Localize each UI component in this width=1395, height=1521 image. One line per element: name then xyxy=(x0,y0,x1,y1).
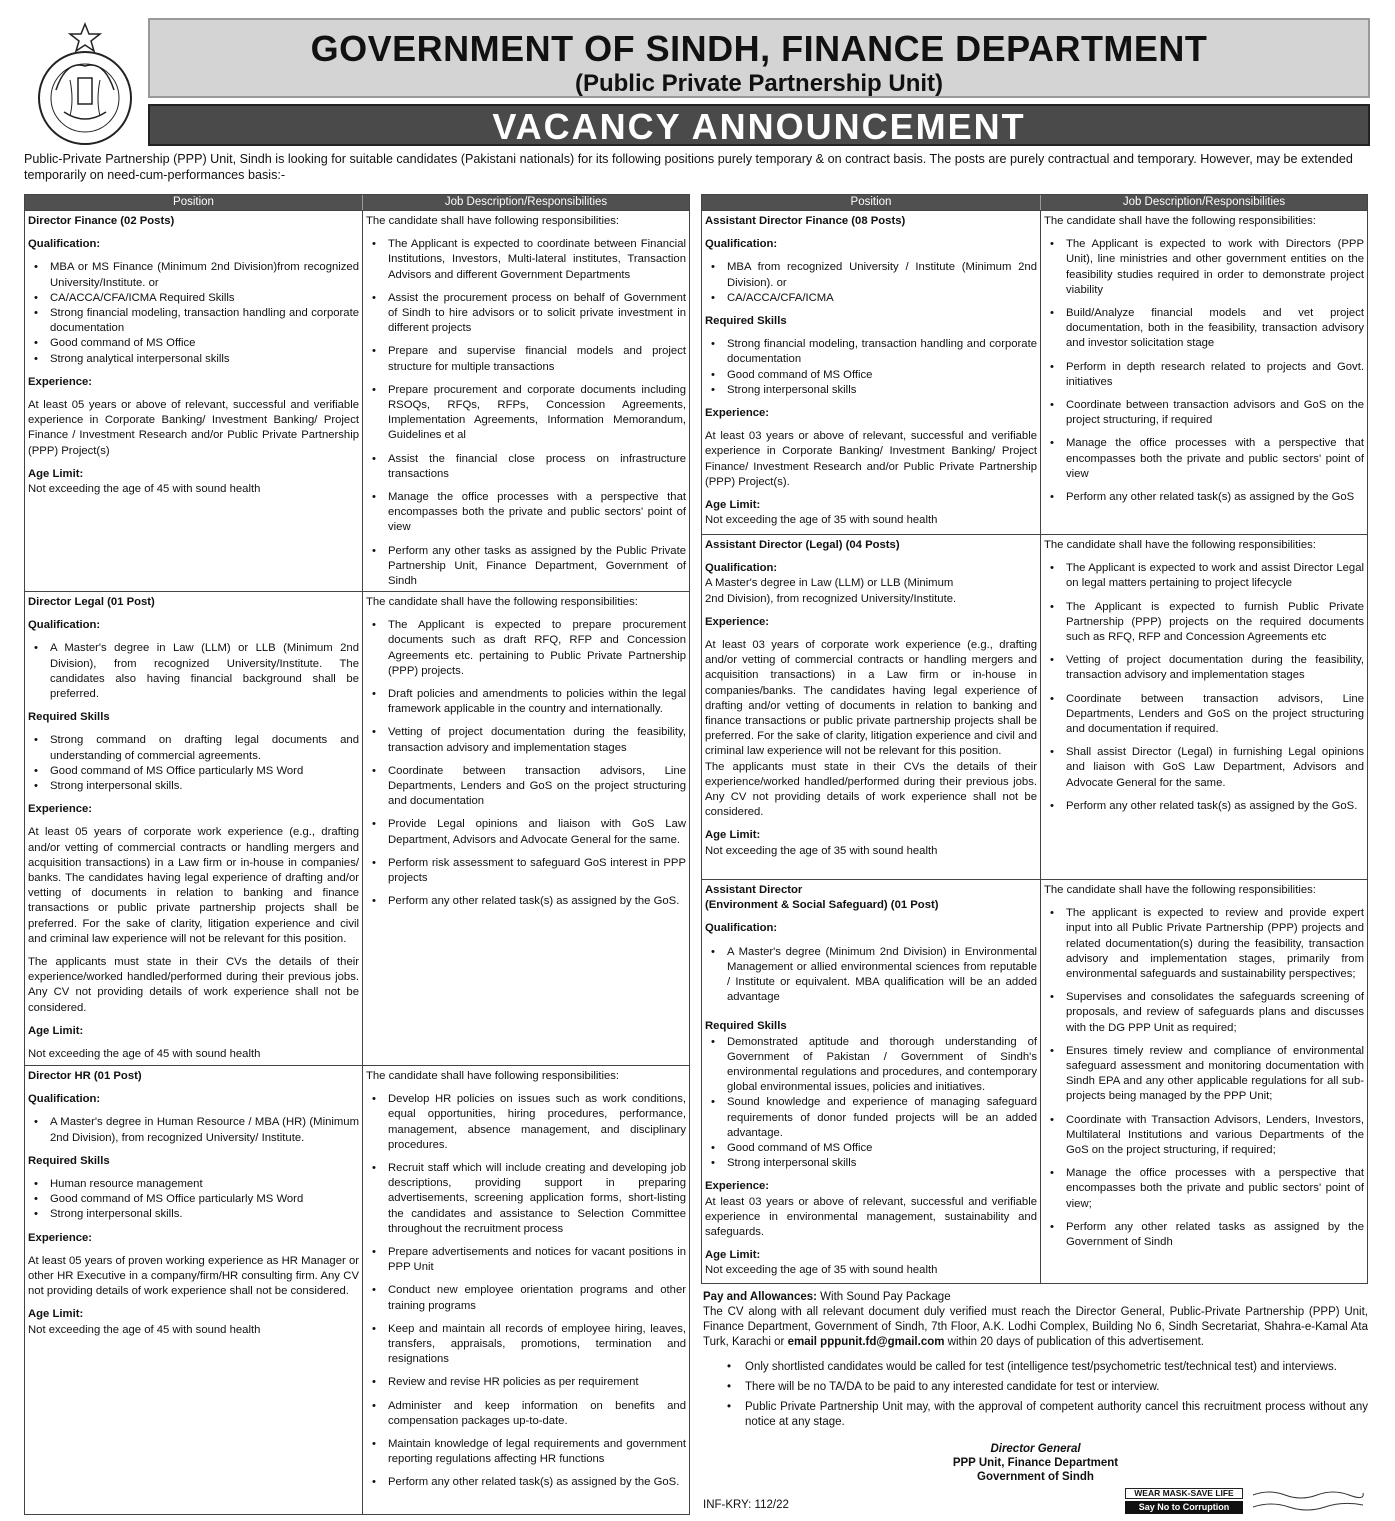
qualification-item: • A Master's degree in Human Resource / MBA (HR) (Minimum 2nd Division), from recognized University/ Institute. xyxy=(28,1115,359,1145)
responsibility-item: • Perform in depth research related to projects and Govt. initiatives xyxy=(1044,360,1364,390)
required-skills-label: Required Skills xyxy=(28,1154,110,1167)
stamp-mask-text: WEAR MASK-SAVE LIFE xyxy=(1125,1488,1243,1499)
footer xyxy=(703,1290,1368,1435)
responsibility-item: • Shall assist Director (Legal) in furnishing Legal opinions and liaison with GoS Law Department, Advisors and Advocate General for the same. xyxy=(1044,745,1364,791)
responsibility-item: • Assist the financial close process on infrastructure transactions xyxy=(366,452,686,482)
director-finance-responsibilities xyxy=(363,211,689,591)
experience-label: Experience: xyxy=(28,1231,93,1244)
intro-paragraph: Public-Private Partnership (PPP) Unit, Sindh is looking for suitable candidates (Pakistani nationals) for its following positions purely temporary & on contract basis. The posts are purely contractual and temporary. However, may be extended temporarily on need-cum-performances basis:- xyxy=(24,152,1353,182)
post-title: Assistant Director (Legal) (04 Posts) xyxy=(705,539,900,551)
director-legal-responsibilities xyxy=(363,592,689,1065)
responsibility-item: • Coordinate between transaction advisors, Line Departments, Lenders and GoS on the project structuring and documentation xyxy=(366,764,686,810)
skill-item: • Good command of MS Office xyxy=(705,1141,1037,1156)
left-table-header xyxy=(25,195,689,210)
experience-label: Experience: xyxy=(28,803,93,816)
header-job: Job Description/Responsibilities xyxy=(1122,196,1286,208)
director-finance-position xyxy=(25,211,363,591)
skill-item: • Strong interpersonal skills xyxy=(705,1156,1037,1171)
age-limit-label: Age Limit: xyxy=(705,1249,761,1262)
responsibility-item: • Manage the office processes with a perspective that encompasses both the private and public sectors' point of view xyxy=(1044,436,1364,482)
age-limit-text: Not exceeding the age of 35 with sound health xyxy=(705,844,938,857)
right-table-header xyxy=(702,195,1367,210)
responsibility-item: • Provide Legal opinions and liaison with GoS Law Department, Advisors and Advocate General for the same. xyxy=(366,817,686,847)
responsibility-list xyxy=(1044,237,1364,505)
resp-intro: The candidate shall have following responsibilities: xyxy=(366,215,620,227)
responsibility-item: • Coordinate between transaction advisors, Line Departments, Lenders and GoS on the project structuring and documentation if required. xyxy=(1044,692,1364,738)
qualification-item: • Strong financial modeling, transaction handling and corporate documentation xyxy=(28,306,359,336)
responsibility-item: • The applicant is expected to review and provide expert input into all Public Private Partnership (PPP) projects and related documentation(s) during the feasibility, transaction advisory and implementation stages, primarily from environmental safeguards and sustainability perspectives; xyxy=(1044,906,1364,982)
director-hr-responsibilities xyxy=(363,1066,689,1515)
asst-legal-position xyxy=(702,535,1041,879)
age-limit-text: Not exceeding the age of 35 with sound health xyxy=(705,514,938,527)
resp-intro: The candidate shall have the following responsibilities: xyxy=(366,596,638,608)
responsibility-item: • Prepare advertisements and notices for vacant positions in PPP Unit xyxy=(366,1245,686,1275)
qualification-item: • MBA or MS Finance (Minimum 2nd Division)from recognized University/Institute. or xyxy=(28,260,359,290)
urdu-script-icon xyxy=(1249,1487,1367,1515)
skill-item: • Strong interpersonal skills xyxy=(705,383,1037,398)
responsibility-item: • Perform risk assessment to safeguard GoS interest in PPP projects xyxy=(366,856,686,886)
post-title: Director Finance (02 Posts) xyxy=(28,215,175,227)
skill-item: • Good command of MS Office particularly MS Word xyxy=(28,764,359,779)
age-limit-label: Age Limit: xyxy=(705,499,761,512)
qualification-list xyxy=(28,260,359,366)
responsibility-item: • The Applicant is expected to furnish Public Private Partnership (PPP) projects on the required documents such as RFQ, RFP and Concession Agreements etc xyxy=(1044,600,1364,646)
responsibility-item: • Prepare procurement and corporate documents including RSOQs, RFQs, RFPs, Concession Agreements, Implementation Agreements, Information Memorandum, Guidelines et al xyxy=(366,383,686,444)
required-skills-label: Required Skills xyxy=(28,711,110,724)
skills-list xyxy=(705,1035,1037,1172)
asst-finance-row xyxy=(702,210,1367,534)
responsibility-item: • Vetting of project documentation during the feasibility, transaction advisory and implementation stages xyxy=(366,725,686,755)
responsibility-item: • The Applicant is expected to coordinate between Financial Institutions, Investors, Multi-lateral institutes, Transaction Advisors and different Government Departments xyxy=(366,237,686,283)
qualification-text: A Master's degree in Law (LLM) or LLB (Minimum 2nd Division), from recognized University/Institute. xyxy=(705,577,957,605)
responsibility-item: • Draft policies and amendments to policies within the legal framework applicable in the country and internationally. xyxy=(366,687,686,717)
sindh-government-emblem-icon xyxy=(26,20,144,148)
asst-finance-position xyxy=(702,211,1041,534)
asst-env-responsibilities xyxy=(1041,880,1367,1284)
title-banner xyxy=(148,18,1370,98)
experience-label: Experience: xyxy=(705,407,770,420)
skill-item: • Human resource management xyxy=(28,1177,359,1192)
note-item: • Only shortlisted candidates would be called for test (intelligence test/psychometric test/technical test) and interviews. xyxy=(703,1360,1368,1375)
responsibility-item: • Perform any other related task(s) as assigned by the GoS. xyxy=(1044,799,1364,814)
stamp-corruption-text: Say No to Corruption xyxy=(1125,1501,1243,1514)
email-address[interactable]: email pppunit.fd@gmail.com xyxy=(787,1336,945,1348)
qualification-list xyxy=(705,945,1037,1006)
experience-text: At least 03 years of corporate work experience (e.g., drafting and/or vetting of commercial contracts or handling mergers and acquisition transactions) in a Law firm or in-house in companies/banks. The candidates having legal experience of drafting and/or vetting of documents in relation to banking and finance transactions or public private partnership projects shall be preferred. For the sake of clarity, litigation experience and civil and criminal law experience will not be relevant for this position. xyxy=(705,639,1037,758)
asst-env-row xyxy=(702,879,1367,1284)
experience-label: Experience: xyxy=(705,615,770,628)
qualification-item: • Good command of MS Office xyxy=(28,336,359,351)
skill-item: • Strong interpersonal skills. xyxy=(28,1207,359,1222)
header xyxy=(20,14,1370,148)
left-table xyxy=(24,194,690,1515)
qualification-list xyxy=(28,1115,359,1145)
post-title: Assistant Director Finance (08 Posts) xyxy=(705,215,906,227)
experience-label: Experience: xyxy=(28,375,93,388)
responsibility-item: • The Applicant is expected to prepare procurement documents such as draft RFQ, RFP and Concession Agreements etc. pertaining to Public Private Partnership (PPP) projects. xyxy=(366,618,686,679)
qualification-label: Qualification: xyxy=(705,562,778,575)
resp-intro: The candidate shall have the following responsibilities: xyxy=(1044,215,1316,227)
qualification-label: Qualification: xyxy=(705,922,778,935)
responsibility-item: • Conduct new employee orientation programs and other training programs xyxy=(366,1283,686,1313)
responsibility-item: • Perform any other related tasks as assigned by the Government of Sindh xyxy=(1044,1220,1364,1250)
responsibility-item: • Prepare and supervise financial models and project structure for multiple transactions xyxy=(366,344,686,374)
qualification-item: • A Master's degree (Minimum 2nd Division) in Environmental Management or allied environmental sciences from reputable / Institute or equivalent. MBA qualification will be an added advantage xyxy=(705,945,1037,1006)
signature-block xyxy=(703,1442,1368,1484)
responsibility-item: • Assist the procurement process on behalf of Government of Sindh to hire advisors or to solicit private investment in different projects xyxy=(366,291,686,337)
sign-title: Director General xyxy=(990,1443,1081,1455)
qualification-label: Qualification: xyxy=(28,238,101,251)
cv-tail: within 20 days of publication of this advertisement. xyxy=(944,1336,1204,1348)
awareness-stamp xyxy=(1123,1486,1369,1516)
skill-item: • Sound knowledge and experience of managing safeguard requirements of donor funded projects will be an added advantage. xyxy=(705,1095,1037,1141)
header-job: Job Description/Responsibilities xyxy=(444,196,608,208)
qualification-label: Qualification: xyxy=(28,619,101,632)
responsibility-item: • Perform any other related task(s) as assigned by the GoS. xyxy=(366,1475,686,1490)
qualification-item: • A Master's degree in Law (LLM) or LLB (Minimum 2nd Division), from recognized University/Institute. The candidates also having financial background shall be preferred. xyxy=(28,641,359,702)
responsibility-item: • Perform any other related task(s) as assigned by the GoS. xyxy=(366,894,686,909)
responsibility-item: • Review and revise HR policies as per requirement xyxy=(366,1375,686,1390)
director-hr-position xyxy=(25,1066,363,1515)
note-item: • Public Private Partnership Unit may, with the approval of competent authority cancel this recruitment process without any notice at any stage. xyxy=(703,1400,1368,1430)
experience-note: The applicants must state in their CVs the details of their experience/worked handled/performed during their previous jobs. Any CV not providing details of work experience shall not be considered. xyxy=(28,956,359,1014)
post-title: Assistant Director xyxy=(705,884,803,896)
skills-list xyxy=(28,1177,359,1223)
director-legal-position xyxy=(25,592,363,1065)
responsibility-item: • The Applicant is expected to work with Directors (PPP Unit), line ministries and other government entities on the feasibility studies required in order to demonstrate project viability xyxy=(1044,237,1364,298)
responsibility-list xyxy=(1044,906,1364,1250)
experience-label: Experience: xyxy=(705,1180,770,1193)
responsibility-item: • Develop HR policies on issues such as work conditions, equal opportunities, hiring procedures, performance, management, absence management, and disciplinary procedures. xyxy=(366,1092,686,1153)
experience-text: At least 03 years or above of relevant, successful and verifiable experience in Corporate Banking/ Investment Banking/ Project Finance/ Investment Research and/or Public Private Partnership (PPP) Project(s). xyxy=(705,430,1037,488)
responsibility-item: • Keep and maintain all records of employee hiring, leaves, transfers, appraisals, promotions, termination and resignations xyxy=(366,1322,686,1368)
skill-item: • Strong financial modeling, transaction handling and corporate documentation xyxy=(705,337,1037,367)
qualification-item: • CA/ACCA/CFA/ICMA Required Skills xyxy=(28,291,359,306)
responsibility-item: • Recruit staff which will include creating and developing job descriptions, providing support in preparing advertisements, screening application forms, short-listing the candidates and assistance to Selection Committee throughout the recruitment process xyxy=(366,1161,686,1237)
director-finance-row xyxy=(25,210,689,591)
experience-text: At least 03 years or above of relevant, successful and verifiable experience in environmental management, sustainability and safeguards. xyxy=(705,1195,1037,1239)
required-skills-label: Required Skills xyxy=(705,1020,787,1033)
asst-env-position xyxy=(702,880,1041,1284)
skill-item: • Good command of MS Office xyxy=(705,368,1037,383)
qualification-label: Qualification: xyxy=(28,1093,101,1106)
note-item: • There will be no TA/DA to be paid to any interested candidate for test or interview. xyxy=(703,1380,1368,1395)
post-title: Director HR (01 Post) xyxy=(28,1070,142,1082)
right-table xyxy=(701,194,1368,1284)
skill-item: • Strong command on drafting legal documents and understanding of commercial agreements. xyxy=(28,733,359,763)
age-limit-text: Not exceeding the age of 45 with sound health xyxy=(28,1323,261,1336)
responsibility-list xyxy=(366,237,686,589)
pay-value: With Sound Pay Package xyxy=(816,1291,951,1303)
resp-intro: The candidate shall have following responsibilities: xyxy=(366,1070,620,1082)
responsibility-list xyxy=(366,618,686,909)
experience-text: At least 05 years or above of relevant, successful and verifiable experience in Corporate Banking/ Investment Banking/ Project Finance / Investment Research and/or Public Private Partnership (PPP) Project(s) xyxy=(28,399,359,457)
responsibility-item: • Supervises and consolidates the safeguards screening of proposals, and review of safeguards plans and discusses with the DG PPP Unit as required; xyxy=(1044,990,1364,1036)
skill-item: • Demonstrated aptitude and thorough understanding of Government of Pakistan / Government of Sindh's environmental regulations and procedures, and contemporary global environmental issues, policies and initiatives. xyxy=(705,1035,1037,1096)
responsibility-item: • The Applicant is expected to work and assist Director Legal on legal matters pertaining to project lifecycle xyxy=(1044,561,1364,591)
age-limit-label: Age Limit: xyxy=(28,1308,84,1321)
post-subtitle: (Environment & Social Safeguard) (01 Post) xyxy=(705,899,939,912)
skill-item: • Good command of MS Office particularly MS Word xyxy=(28,1192,359,1207)
asst-finance-responsibilities xyxy=(1041,211,1367,534)
experience-note: The applicants must state in their CVs the details of their experience/worked handled/performed during their previous jobs. Any CV not providing details of work experience shall not be considered. xyxy=(705,760,1037,819)
age-limit-text: Not exceeding the age of 45 with sound health xyxy=(28,483,261,496)
responsibility-item: • Coordinate between transaction advisors and GoS on the project structuring, if required xyxy=(1044,398,1364,428)
responsibility-item: • Perform any other tasks as assigned by the Public Private Partnership Unit, Finance Department, Government of Sindh xyxy=(366,544,686,590)
responsibility-item: • Vetting of project documentation during the feasibility, transaction advisory and implementation stages xyxy=(1044,653,1364,683)
qualification-item: • Strong analytical interpersonal skills xyxy=(28,352,359,367)
qualification-item: • CA/ACCA/CFA/ICMA xyxy=(705,291,1037,306)
responsibility-item: • Ensures timely review and compliance of environmental safeguard assessment and monitoring documentation with Sindh EPA and any other applicable regulations for all sub-projects being managed by the PPP Unit; xyxy=(1044,1044,1364,1105)
notes-list xyxy=(703,1360,1368,1430)
skills-list xyxy=(705,337,1037,398)
sign-line-3: Government of Sindh xyxy=(977,1471,1094,1483)
sign-line-2: PPP Unit, Finance Department xyxy=(952,1457,1119,1469)
responsibility-item: • Perform any other related task(s) as assigned by the GoS xyxy=(1044,490,1364,505)
responsibility-item: • Build/Analyze financial models and vet project documentation, both in the feasibility, transaction advisory and investor solicitation stage xyxy=(1044,306,1364,352)
qualification-item: • MBA from recognized University / Institute (Minimum 2nd Division). or xyxy=(705,260,1037,290)
skill-item: • Strong interpersonal skills. xyxy=(28,779,359,794)
header-position: Position xyxy=(702,195,1041,210)
header-position: Position xyxy=(25,195,363,210)
vacancy-banner: VACANCY ANNOUNCEMENT xyxy=(148,104,1370,146)
responsibility-list xyxy=(366,1092,686,1490)
age-limit-label: Age Limit: xyxy=(28,1024,84,1037)
responsibility-item: • Maintain knowledge of legal requirements and government reporting regulations affecting HR functions xyxy=(366,1437,686,1467)
qualification-list xyxy=(28,641,359,702)
resp-intro: The candidate shall have the following responsibilities: xyxy=(1044,539,1316,551)
required-skills-label: Required Skills xyxy=(705,315,787,328)
skills-list xyxy=(28,733,359,794)
age-limit-text: Not exceeding the age of 35 with sound health xyxy=(705,1264,938,1277)
responsibility-list xyxy=(1044,561,1364,814)
inf-code: INF-KRY: 112/22 xyxy=(703,1499,789,1511)
pay-allowances xyxy=(703,1290,1368,1305)
age-limit-text: Not exceeding the age of 45 with sound health xyxy=(28,1048,261,1061)
director-legal-row xyxy=(25,591,689,1065)
responsibility-item: • Coordinate with Transaction Advisors, Lenders, Investors, Multilateral Institutions and various Departments of the GoS on the project structuring, if required; xyxy=(1044,1113,1364,1159)
cv-instructions xyxy=(703,1305,1368,1350)
experience-text: At least 05 years of corporate work experience (e.g., drafting and/or vetting of commercial contracts or handling mergers and acquisition transactions) in a Law firm or in-house in companies/ banks. The candidates having legal experience of drafting and/or vetting of documents in relation to banking and finance transactions or public private partnership projects shall be preferred. For the sake of clarity, litigation experience and civil and criminal law experience will not be relevant for this position. xyxy=(28,826,359,945)
qualification-label: Qualification: xyxy=(705,238,778,251)
responsibility-item: • Manage the office processes with a perspective that encompasses both the private and public sectors' point of view; xyxy=(1044,1166,1364,1212)
experience-text: At least 05 years of proven working experience as HR Manager or other HR Executive in a company/firm/HR consulting firm. Any CV not providing details of work experience shall not be considered. xyxy=(28,1254,359,1298)
asst-legal-responsibilities xyxy=(1041,535,1367,879)
pay-label: Pay and Allowances: xyxy=(703,1291,817,1303)
director-hr-row xyxy=(25,1065,689,1515)
age-limit-label: Age Limit: xyxy=(705,829,761,842)
cv-text: The CV along with all relevant document duly verified must reach the Director General, Public-Private Partnership (PPP) Unit, Finance Department, Government of Sindh, 7th Floor, A.K. Lodhi Complex, Building No 6, Sindh Secretariat, Shahra-e-Kamal Ata Turk, Karachi or xyxy=(703,1306,1368,1348)
responsibility-item: • Manage the office processes with a perspective that encompasses both the private and public sectors' point of view xyxy=(366,490,686,536)
page-title: GOVERNMENT OF SINDH, FINANCE DEPARTMENT xyxy=(310,28,1208,69)
post-title: Director Legal (01 Post) xyxy=(28,596,155,608)
page-subtitle: (Public Private Partnership Unit) xyxy=(574,70,944,97)
asst-legal-row xyxy=(702,534,1367,879)
qualification-list xyxy=(705,260,1037,306)
resp-intro: The candidate shall have the following responsibilities: xyxy=(1044,884,1316,896)
age-limit-label: Age Limit: xyxy=(28,467,84,480)
responsibility-item: • Administer and keep information on benefits and compensation packages up-to-date. xyxy=(366,1399,686,1429)
